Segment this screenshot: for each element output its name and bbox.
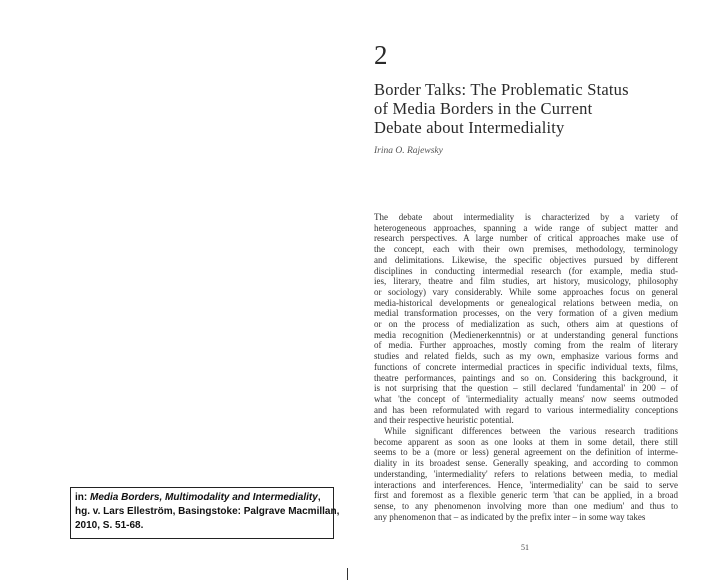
body-line: disciplines in conducting intermedial research (for example, media stud- [374,265,678,276]
chapter-title-line: Border Talks: The Problematic Status [374,80,629,99]
citation-suffix: , [317,492,321,503]
gutter-mark [347,568,348,580]
body-line: and delimitations. Likewise, the specific objectives pursued by different [374,254,678,265]
body-line: or on the process of medialization as such, others aim at questions of [374,319,678,330]
body-line: sense, to any phenomenon involving more than one medium' and thus to [374,500,678,511]
chapter-title-line: of Media Borders in the Current [374,99,593,118]
body-line: interactions and interferences. Hence, 'intermediality' can be said to serve [374,479,678,490]
body-line: media-historical developments or genealogical relations between media, on [374,297,678,308]
body-line: what 'the concept of 'intermediality actually means' now seems outmoded [374,393,678,404]
chapter-number: 2 [374,40,388,70]
body-line: studies and related fields, such as my own, emphasize various forms and [374,351,678,362]
citation-line-1 [75,491,329,505]
body-line: theatre performances, paintings and so on. Considering this background, it [374,372,678,383]
body-line: While significant differences between the various research traditions [384,426,678,437]
body-line: first and foremost as a flexible generic term 'that can be applied, in a broad [374,490,678,501]
body-line: seems to be a (more or less) general agreement on the definition of interme- [374,447,678,458]
citation-line-2: hg. v. Lars Elleström, Basingstoke: Palgrave Macmillan, [75,506,340,517]
page-number: 51 [521,543,529,552]
citation-book-title: Media Borders, Multimodality and Intermediality [90,492,318,503]
chapter-author: Irina O. Rajewsky [374,146,443,156]
citation-box [70,487,340,539]
body-line: medial transformation processes, on the very formation of a given medium [374,308,678,319]
citation-prefix: in: [75,492,90,503]
body-line: or sociology) vary considerably. While some approaches focus on general [374,286,678,297]
body-line: ies, literary, theatre and film studies, art history, musicology, philosophy [374,276,678,287]
body-line: and has been reformulated with regard to various intermediality conceptions [374,404,678,415]
citation-line-3: 2010, S. 51-68. [75,520,144,531]
body-line: the concept, each with their own premises, methodology, terminology [374,244,678,255]
body-line: research perspectives. A large number of critical approaches make use of [374,233,678,244]
body-text [374,212,678,522]
body-line: media recognition (Medienerkenntnis) or at understanding general functions [374,329,678,340]
body-line: functions of concrete intermedial practices in specific individual texts, films, [374,361,678,372]
body-line: The debate about intermediality is characterized by a variety of [374,212,678,222]
body-line: is not surprising that the question – still declared 'fundamental' in 200 – of [374,383,678,394]
body-line: understanding, 'intermediality' refers to relations between media, to medial [374,468,678,479]
chapter-title [374,80,694,137]
body-line: any phenomenon that – as indicated by the prefix inter – in some way takes [374,511,646,522]
body-line: become apparent as soon as one looks at them in some detail, there still [374,436,678,447]
body-line: of media. Further approaches, mostly coming from the realm of literary [374,340,678,351]
body-line: and their respective heuristic potential. [374,415,514,426]
body-line: diality in its broadest sense. Generally speaking, and according to common [374,458,678,469]
chapter-title-line: Debate about Intermediality [374,118,565,137]
body-line: heterogeneous approaches, spanning a wide range of subject matter and [374,222,678,233]
